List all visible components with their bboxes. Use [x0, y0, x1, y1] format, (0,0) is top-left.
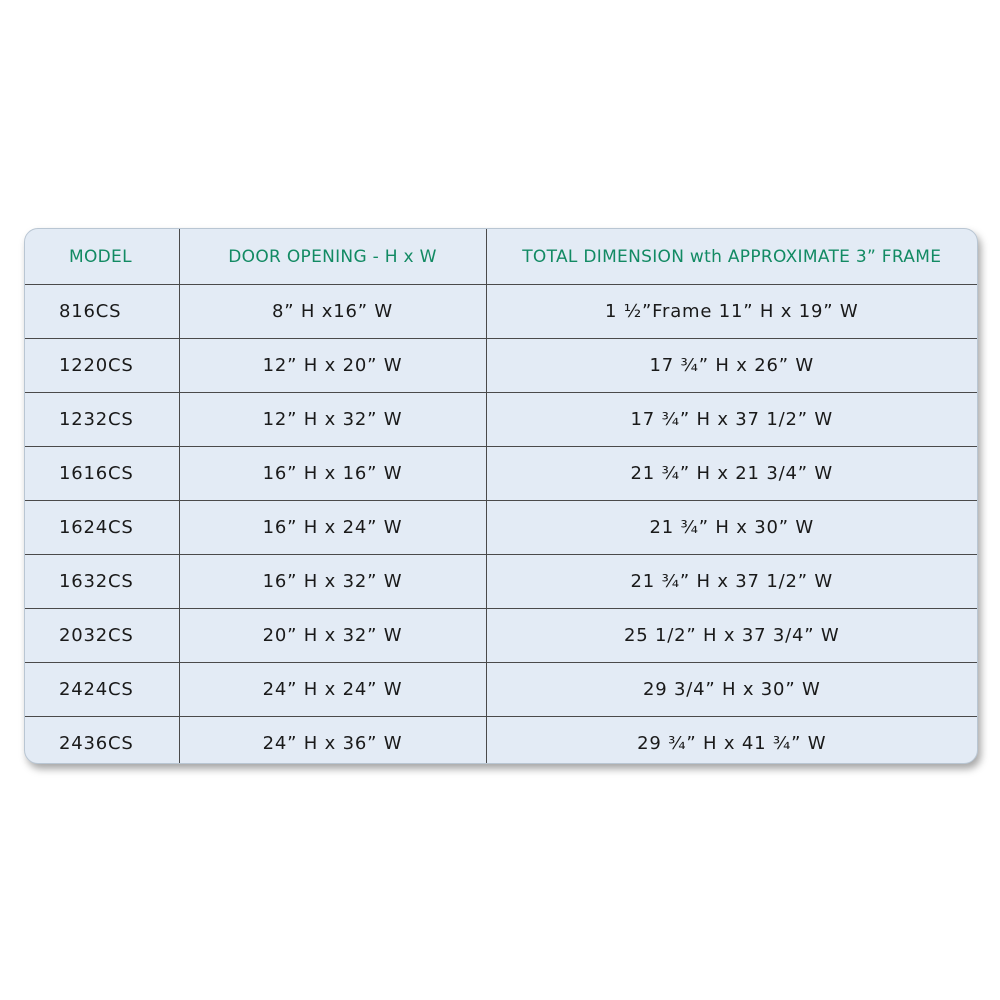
cell-door-opening: 20” H x 32” W — [179, 609, 486, 663]
table-row — [25, 447, 977, 501]
table-row — [25, 717, 977, 765]
cell-total-dimension: 17 ¾” H x 26” W — [486, 339, 977, 393]
cell-total-dimension: 21 ¾” H x 37 1/2” W — [486, 555, 977, 609]
table-row — [25, 663, 977, 717]
cell-door-opening: 8” H x16” W — [179, 285, 486, 339]
table-row — [25, 555, 977, 609]
dimension-table-card — [24, 228, 978, 764]
cell-door-opening: 16” H x 32” W — [179, 555, 486, 609]
dimension-table — [25, 229, 977, 764]
header-model: MODEL — [69, 246, 132, 267]
cell-door-opening: 12” H x 32” W — [179, 393, 486, 447]
cell-model: 816CS — [25, 285, 179, 339]
cell-total-dimension: 25 1/2” H x 37 3/4” W — [486, 609, 977, 663]
cell-model: 2436CS — [25, 717, 179, 765]
cell-door-opening: 16” H x 16” W — [179, 447, 486, 501]
cell-total-dimension: 29 ¾” H x 41 ¾” W — [486, 717, 977, 765]
cell-total-dimension: 1 ½”Frame 11” H x 19” W — [486, 285, 977, 339]
table-header-row — [25, 229, 977, 285]
cell-total-dimension: 29 3/4” H x 30” W — [486, 663, 977, 717]
header-total-dimension: TOTAL DIMENSION wth APPROXIMATE 3” FRAME — [486, 229, 977, 285]
cell-total-dimension: 17 ¾” H x 37 1/2” W — [486, 393, 977, 447]
cell-door-opening: 24” H x 24” W — [179, 663, 486, 717]
cell-total-dimension: 21 ¾” H x 21 3/4” W — [486, 447, 977, 501]
cell-model: 1220CS — [25, 339, 179, 393]
cell-model: 1632CS — [25, 555, 179, 609]
cell-door-opening: 12” H x 20” W — [179, 339, 486, 393]
cell-door-opening: 24” H x 36” W — [179, 717, 486, 765]
cell-door-opening: 16” H x 24” W — [179, 501, 486, 555]
table-row — [25, 339, 977, 393]
table-row — [25, 393, 977, 447]
header-door-opening: DOOR OPENING - H x W — [179, 229, 486, 285]
cell-model: 1624CS — [25, 501, 179, 555]
cell-model: 1232CS — [25, 393, 179, 447]
cell-total-dimension: 21 ¾” H x 30” W — [486, 501, 977, 555]
table-row — [25, 609, 977, 663]
cell-model: 2032CS — [25, 609, 179, 663]
table-row — [25, 501, 977, 555]
cell-model: 2424CS — [25, 663, 179, 717]
cell-model: 1616CS — [25, 447, 179, 501]
table-row — [25, 285, 977, 339]
